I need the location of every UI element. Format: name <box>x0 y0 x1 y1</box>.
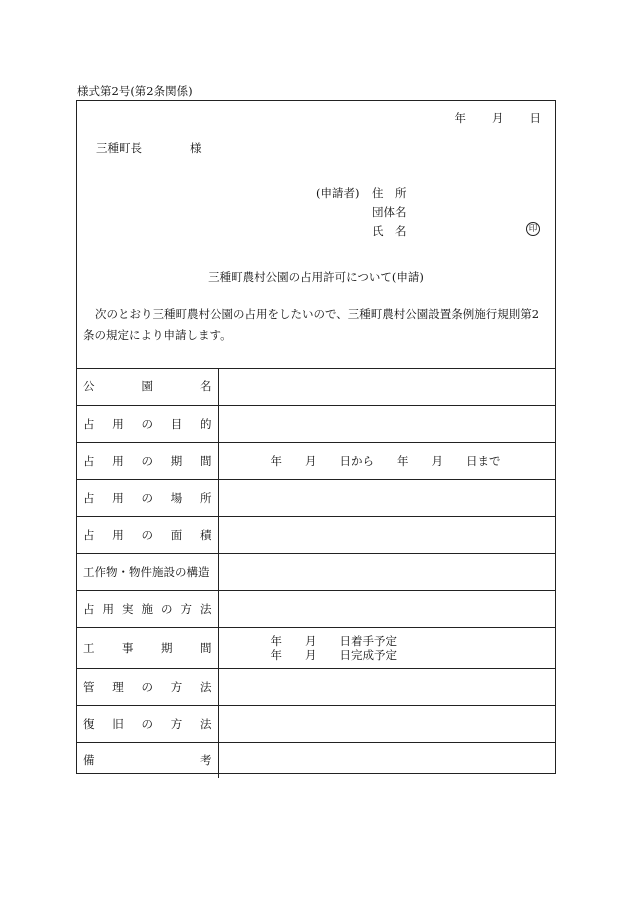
row-label-part: の <box>141 679 153 694</box>
table-row <box>77 668 555 705</box>
row-label-part: 工 <box>83 640 95 655</box>
row-label-cell <box>77 442 218 479</box>
row-label-part: 復 <box>83 716 95 731</box>
row-label-part: の <box>141 527 153 542</box>
row-label-part: 間 <box>200 453 212 468</box>
row-label <box>83 378 212 394</box>
row-label <box>83 527 212 543</box>
row-label-part: 法 <box>200 601 212 616</box>
row-label-part: 方 <box>180 601 192 616</box>
row-value: 年 月 日着手予定 年 月 日完成予定 <box>270 633 397 662</box>
applicant-name-label: 氏 名 <box>372 224 407 238</box>
row-value-cell[interactable] <box>218 590 555 627</box>
table-row <box>77 516 555 553</box>
row-label-part: 所 <box>200 490 212 505</box>
row-label-part: の <box>141 490 153 505</box>
application-sheet <box>76 100 556 774</box>
addressee-honorific: 様 <box>190 141 202 155</box>
row-label-cell <box>77 668 218 705</box>
row-label-part: 用 <box>112 527 124 542</box>
row-label-part: 期 <box>161 640 173 655</box>
row-label-part: の <box>141 716 153 731</box>
row-label-part: 方 <box>170 679 183 694</box>
row-value-cell[interactable] <box>218 516 555 553</box>
row-label <box>83 679 212 695</box>
row-label-cell <box>77 627 218 668</box>
application-subject: 三種町農村公園の占用許可について(申請) <box>208 270 424 284</box>
row-label-part: 間 <box>200 640 212 655</box>
row-label-part: 考 <box>200 753 212 768</box>
row-value-cell[interactable] <box>218 442 555 479</box>
row-label-cell <box>77 590 218 627</box>
row-label-part: 法 <box>200 679 212 694</box>
row-label-part: 積 <box>200 527 212 542</box>
row-label-cell <box>77 479 218 516</box>
row-label-cell <box>77 516 218 553</box>
row-label-part: 占 <box>83 416 95 431</box>
row-label-part: 占 <box>83 601 95 616</box>
table-row <box>77 590 555 627</box>
table-row <box>77 705 555 742</box>
row-value-cell[interactable] <box>218 742 555 778</box>
row-value: 年 月 日から 年 月 日まで <box>270 453 501 468</box>
row-label <box>83 490 212 506</box>
date-month: 月 <box>492 111 504 125</box>
row-label <box>83 416 212 432</box>
row-label-part: 備 <box>83 753 95 768</box>
applicant-block <box>316 185 416 242</box>
applicant-tag: (申請者) <box>316 186 360 200</box>
row-label-part: 期 <box>170 453 183 468</box>
application-body: 次のとおり三種町農村公園の占用をしたいので、三種町農村公園設置条例施行規則第2条の規定により申請します。 <box>83 307 540 342</box>
row-label-part: 用 <box>112 453 124 468</box>
table-row <box>77 442 555 479</box>
row-label-part: 用 <box>112 490 124 505</box>
row-label-part: 目 <box>170 416 183 431</box>
date-year: 年 <box>454 111 466 125</box>
application-header <box>77 101 555 369</box>
row-label-part: 理 <box>112 679 124 694</box>
row-label-part: 旧 <box>112 716 124 731</box>
row-label-part: 占 <box>83 527 95 542</box>
addressee <box>96 140 202 156</box>
addressee-name: 三種町長 <box>96 141 142 155</box>
row-label-part: 占 <box>83 490 95 505</box>
row-label-part: 方 <box>170 716 183 731</box>
row-label-part: 施 <box>141 601 153 616</box>
row-label-part: 占 <box>83 453 95 468</box>
row-label-part: 管 <box>83 679 95 694</box>
row-label-part: の <box>141 453 153 468</box>
row-label-part: の <box>161 601 173 616</box>
row-label-part: 園 <box>141 379 153 394</box>
row-label-part: の <box>141 416 153 431</box>
table-row <box>77 479 555 516</box>
row-label-part: 法 <box>200 716 212 731</box>
row-label-part: 場 <box>170 490 183 505</box>
row-label <box>83 564 212 580</box>
row-label-part: 工作物・物件施設の構造 <box>83 564 210 579</box>
seal-mark: 印 <box>526 222 540 236</box>
row-label-cell <box>77 553 218 590</box>
row-value-cell[interactable] <box>218 705 555 742</box>
row-value-cell[interactable] <box>218 627 555 668</box>
table-row <box>77 742 555 778</box>
row-value-cell[interactable] <box>218 405 555 442</box>
row-label-cell <box>77 705 218 742</box>
row-label <box>83 640 212 656</box>
row-label <box>83 716 212 732</box>
applicant-group-label: 団体名 <box>372 205 407 219</box>
row-label-part: 公 <box>83 379 95 394</box>
row-label <box>83 752 212 768</box>
date-line <box>429 110 542 126</box>
application-items-table <box>77 368 555 778</box>
row-value-cell[interactable] <box>218 368 555 405</box>
row-label-part: 事 <box>122 640 134 655</box>
row-label-cell <box>77 405 218 442</box>
table-row <box>77 553 555 590</box>
form-number-label: 様式第2号(第2条関係) <box>77 84 193 98</box>
row-label-part: 実 <box>122 601 134 616</box>
row-label-part: 用 <box>112 416 124 431</box>
row-value-cell[interactable] <box>218 668 555 705</box>
row-value-cell[interactable] <box>218 479 555 516</box>
row-label <box>83 601 212 617</box>
row-label-part: 的 <box>200 416 212 431</box>
row-label-cell <box>77 742 218 778</box>
row-label-part: 用 <box>102 601 114 616</box>
row-label-part: 名 <box>200 379 212 394</box>
row-label-part: 面 <box>170 527 183 542</box>
date-day: 日 <box>529 111 541 125</box>
table-row <box>77 627 555 668</box>
table-row <box>77 405 555 442</box>
table-row <box>77 368 555 405</box>
row-value-cell[interactable] <box>218 553 555 590</box>
row-label-cell <box>77 368 218 405</box>
applicant-address-label: 住 所 <box>372 186 407 200</box>
row-label <box>83 453 212 469</box>
